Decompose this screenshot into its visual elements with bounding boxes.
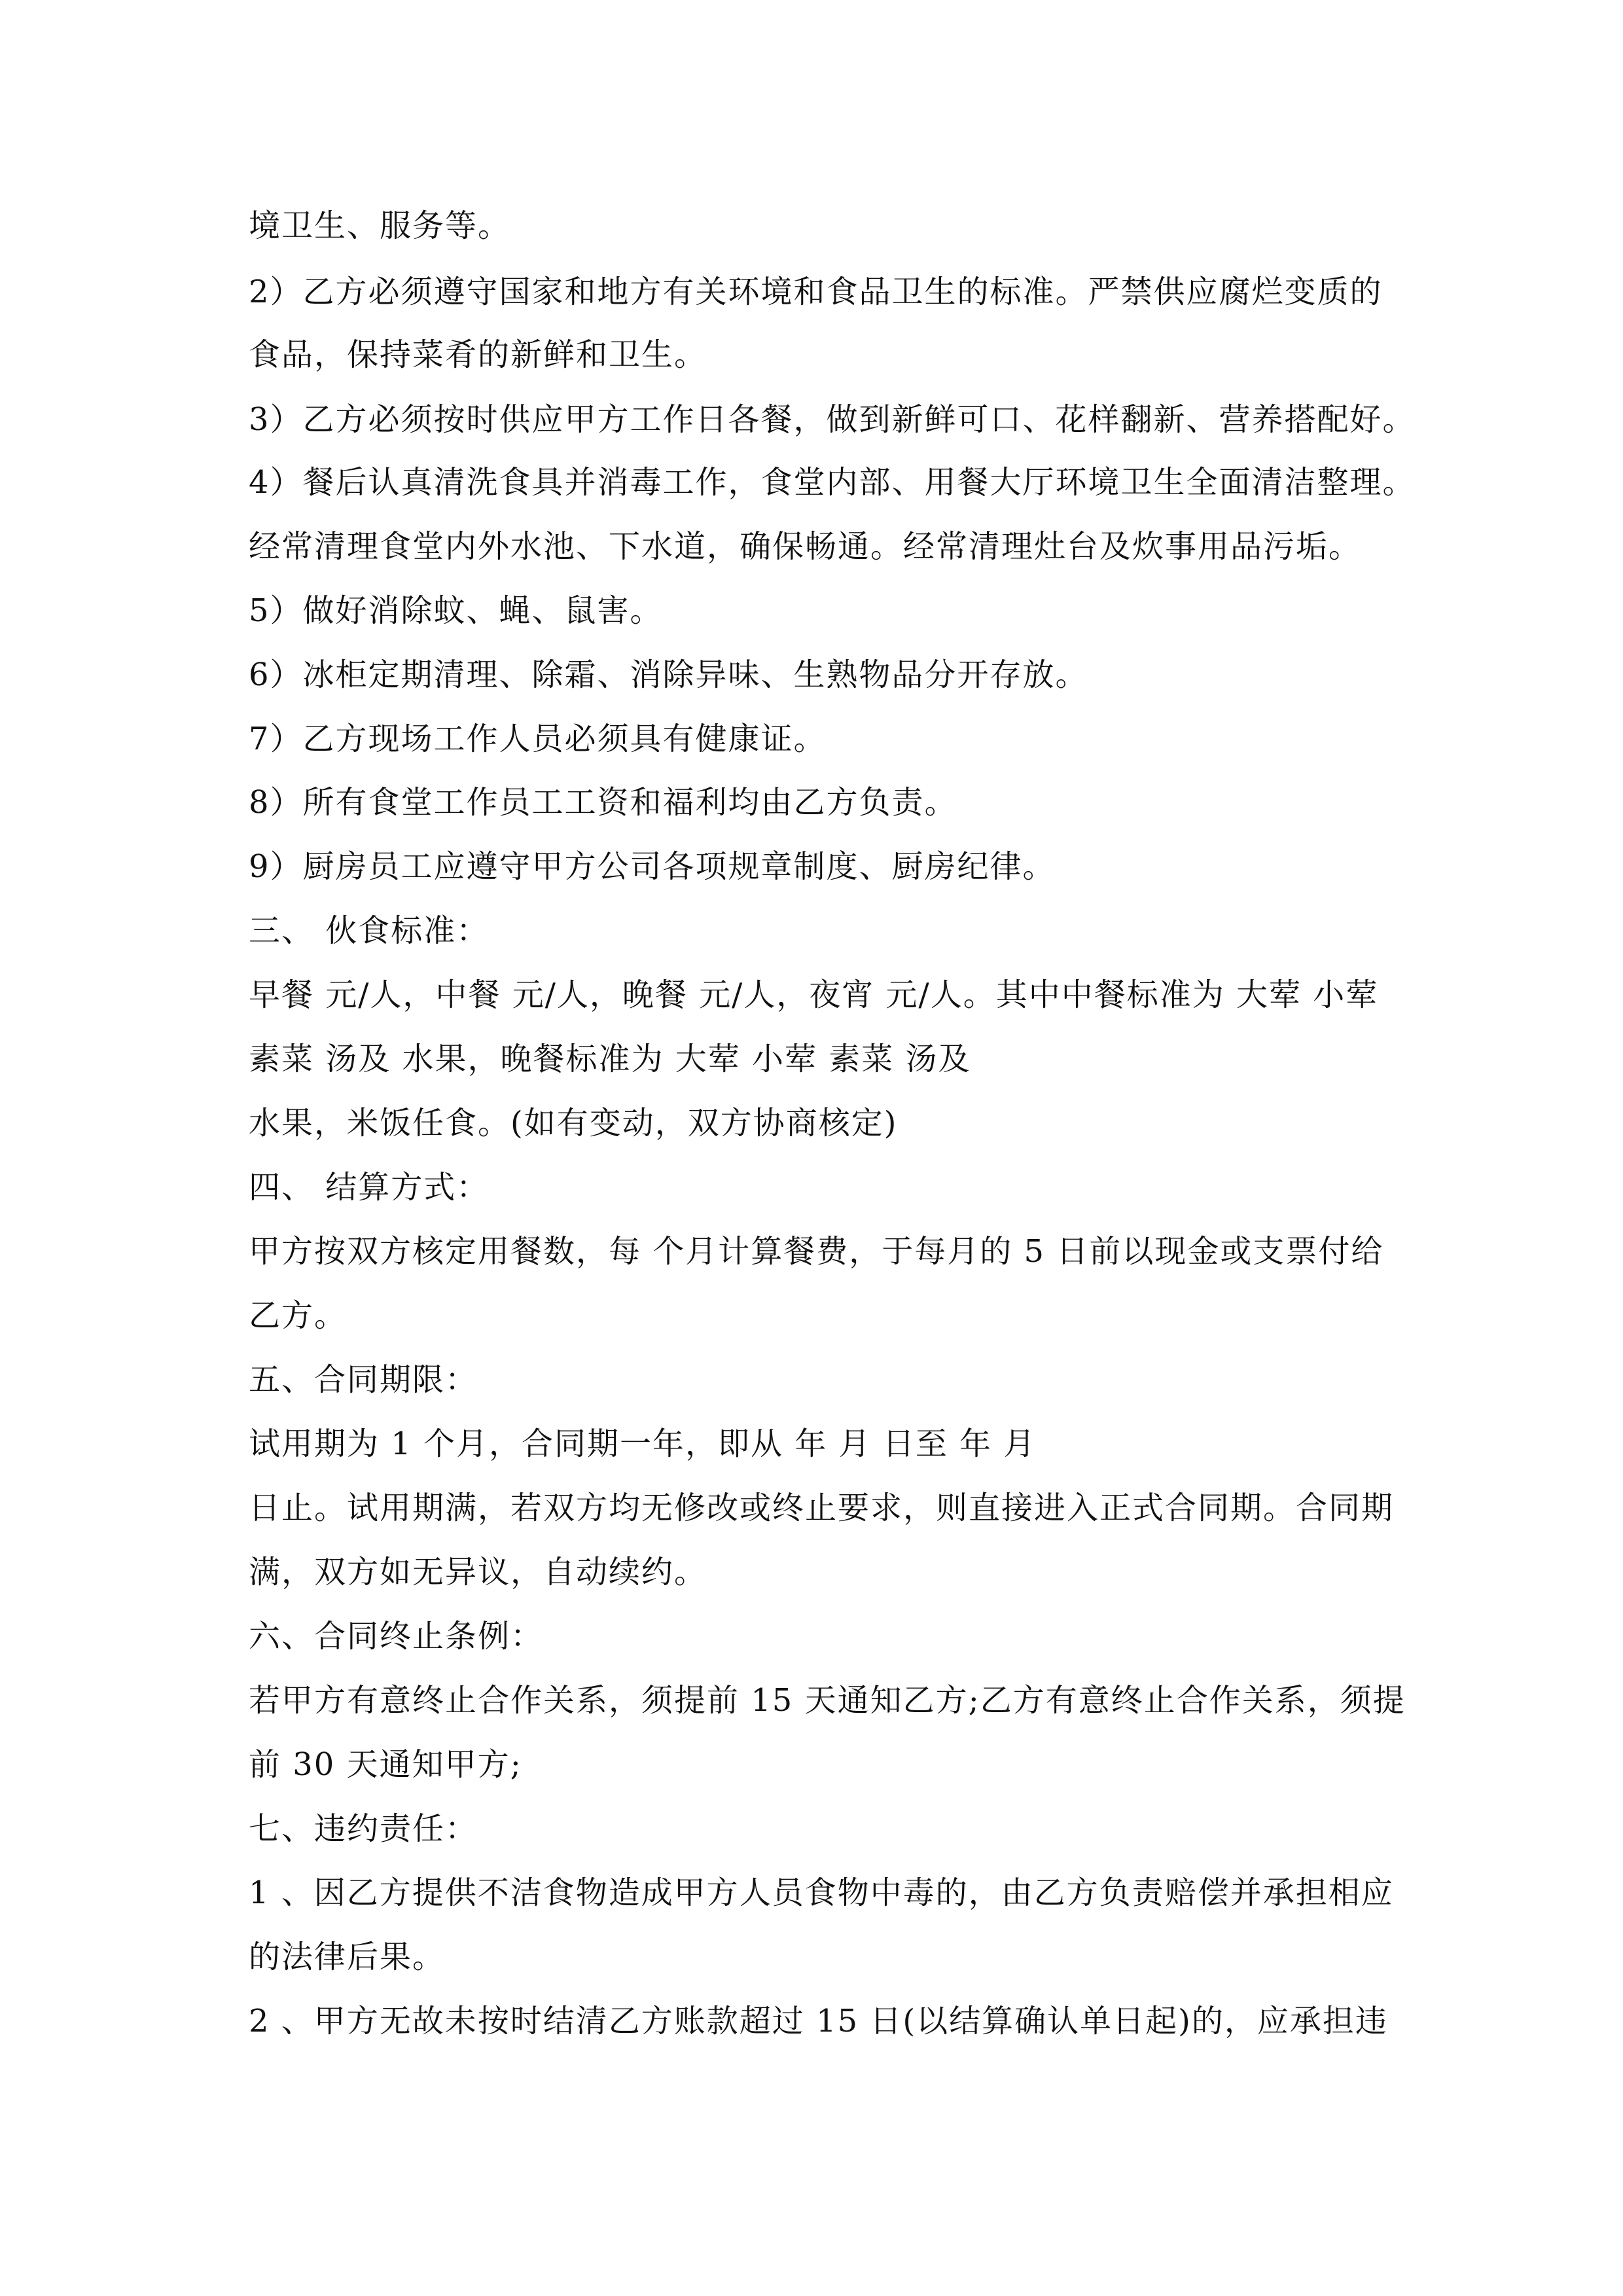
text-line-24: 若甲方有意终止合作关系，须提前 15 天通知乙方;乙方有意终止合作关系，须提	[249, 1682, 1406, 1719]
section-heading-4: 四、 结算方式：	[249, 1169, 490, 1206]
text-line-8: 6）冰柜定期清理、除霜、消除异味、生熟物品分开存放。	[249, 656, 1088, 693]
text-line-18: 乙方。	[249, 1297, 348, 1334]
section-heading-7: 七、违约责任：	[249, 1810, 478, 1847]
text-line-11: 9）厨房员工应遵守甲方公司各项规章制度、厨房纪律。	[249, 848, 1056, 885]
text-line-1: 境卫生、服务等。	[249, 207, 511, 244]
text-line-28: 的法律后果。	[249, 1939, 446, 1975]
text-line-22: 满，双方如无异议，自动续约。	[249, 1554, 707, 1590]
section-heading-6: 六、合同终止条例：	[249, 1618, 544, 1655]
text-line-6: 经常清理食堂内外水池、下水道，确保畅通。经常清理灶台及炊事用品污垢。	[249, 528, 1362, 565]
text-line-9: 7）乙方现场工作人员必须具有健康证。	[249, 721, 827, 757]
text-line-3: 食品，保持菜肴的新鲜和卫生。	[249, 336, 707, 373]
text-line-2: 2）乙方必须遵守国家和地方有关环境和食品卫生的标准。严禁供应腐烂变质的	[249, 274, 1383, 310]
text-line-15: 水果，米饭任食。(如有变动，双方协商核定)	[249, 1105, 898, 1141]
text-line-27: 1 、因乙方提供不洁食物造成甲方人员食物中毒的，由乙方负责赔偿并承担相应	[249, 1874, 1394, 1911]
text-line-25: 前 30 天通知甲方;	[249, 1746, 522, 1783]
text-line-5: 4）餐后认真清洗食具并消毒工作，食堂内部、用餐大厅环境卫生全面清洁整理。	[249, 464, 1416, 501]
text-line-10: 8）所有食堂工作员工工资和福利均由乙方负责。	[249, 784, 957, 821]
text-line-4: 3）乙方必须按时供应甲方工作日各餐，做到新鲜可口、花样翻新、营养搭配好。	[249, 401, 1416, 438]
text-line-17: 甲方按双方核定用餐数，每 个月计算餐费，于每月的 5 日前以现金或支票付给	[249, 1233, 1384, 1270]
text-line-7: 5）做好消除蚊、蝇、鼠害。	[249, 592, 663, 629]
section-heading-3: 三、 伙食标准：	[249, 912, 490, 949]
text-line-20: 试用期为 1 个月，合同期一年，即从 年 月 日至 年 月	[249, 1426, 1037, 1462]
text-line-29: 2 、甲方无故未按时结清乙方账款超过 15 日(以结算确认单日起)的，应承担违	[249, 2003, 1388, 2039]
text-line-14: 素菜 汤及 水果，晚餐标准为 大荤 小荤 素菜 汤及	[249, 1041, 971, 1077]
section-heading-5: 五、合同期限：	[249, 1361, 478, 1398]
text-line-13: 早餐 元/人，中餐 元/人，晚餐 元/人，夜宵 元/人。其中中餐标准为 大荤 小荤	[249, 977, 1379, 1013]
text-line-21: 日止。试用期满，若双方均无修改或终止要求，则直接进入正式合同期。合同期	[249, 1490, 1395, 1526]
